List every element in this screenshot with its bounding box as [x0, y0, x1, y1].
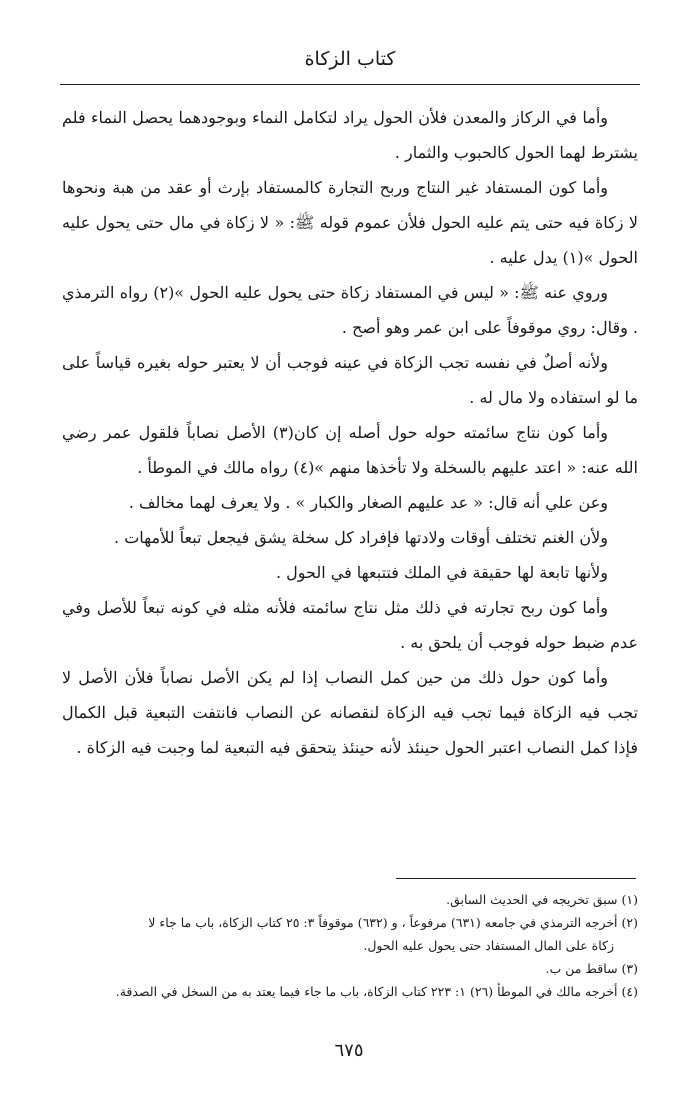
footnote-3: (٣) ساقط من ب.: [545, 961, 638, 976]
footnote-2: (٢) أخرجه الترمذي في جامعه (٦٣١) مرفوعاً ، و (٦٣٢) موقوفاً ٣: ٢٥ كتاب الزكاة، باب ما جاء لا: [148, 915, 638, 930]
paragraph: وعن علي أنه قال: « عد عليهم الصغار والكبار » . ولا يعرف لهما مخالف .: [128, 493, 608, 512]
footnotes: [62, 888, 638, 1003]
paragraph: وأما كون حول ذلك من حين كمل النصاب إذا لم يكن الأصل نصاباً فلأن الأصل لا تجب فيه الزكاة فيما تجب فيه الزكاة لنقصانه عن النصاب فانتفت التبعية قبل الكمال فإذا كمل النصاب اعتبر الحول حينئذ لأنه حينئذ يتحقق فيه التبعية لما وجبت فيه الزكاة .: [62, 668, 638, 757]
paragraph: وروي عنه ﷺ: « ليس في المستفاد زكاة حتى يحول عليه الحول »(٢) رواه الترمذي . وقال: روي موقوفاً على ابن عمر وهو أصح .: [62, 283, 638, 337]
page-number: ٦٧٥: [334, 1040, 364, 1061]
main-text: [62, 100, 638, 765]
footnote-1: (١) سبق تخريجه في الحديث السابق.: [446, 892, 638, 907]
paragraph: وأما كون المستفاد غير النتاج وربح التجارة كالمستفاد بإرث أو عقد من هبة ونحوها لا زكاة فيه حتى يتم عليه الحول فلأن عموم قوله ﷺ: « لا زكاة في مال حتى يحول عليه الحول »(١) يدل عليه .: [62, 178, 638, 267]
paragraph: ولأنه أصلٌ في نفسه تجب الزكاة في عينه فوجب أن لا يعتبر حوله بغيره قياساً على ما لو استفاده ولا مال له .: [62, 353, 638, 407]
footnote-2-continuation: زكاة على المال المستفاد حتى يحول عليه الحول.: [363, 938, 614, 953]
running-header: كتاب الزكاة: [304, 48, 396, 70]
footnote-rule: [396, 878, 636, 879]
paragraph: ولأنها تابعة لها حقيقة في الملك فتتبعها في الحول .: [275, 563, 608, 582]
footnote-4: (٤) أخرجه مالك في الموطأ (٢٦) ١: ٢٢٣ كتاب الزكاة، باب ما جاء فيما يعتد به من السخل في الصدقة.: [115, 984, 638, 999]
paragraph: وأما في الركاز والمعدن فلأن الحول يراد لتكامل النماء وبوجودهما يحصل النماء فلم يشترط لهما الحول كالحبوب والثمار .: [62, 108, 638, 162]
header-rule: [60, 84, 640, 85]
paragraph: وأما كون نتاج سائمته حوله حول أصله إن كان(٣) الأصل نصاباً فلقول عمر رضي الله عنه: « اعتد عليهم بالسخلة ولا تأخذها منهم »(٤) رواه مالك في الموطأ .: [62, 423, 638, 477]
paragraph: ولأن الغنم تختلف أوقات ولادتها فإفراد كل سخلة يشق فيجعل تبعاً للأمهات .: [114, 528, 608, 547]
paragraph: وأما كون ربح تجارته في ذلك مثل نتاج سائمته فلأنه مثله في كونه تبعاً للأصل وفي عدم ضبط حوله فوجب أن يلحق به .: [62, 598, 638, 652]
